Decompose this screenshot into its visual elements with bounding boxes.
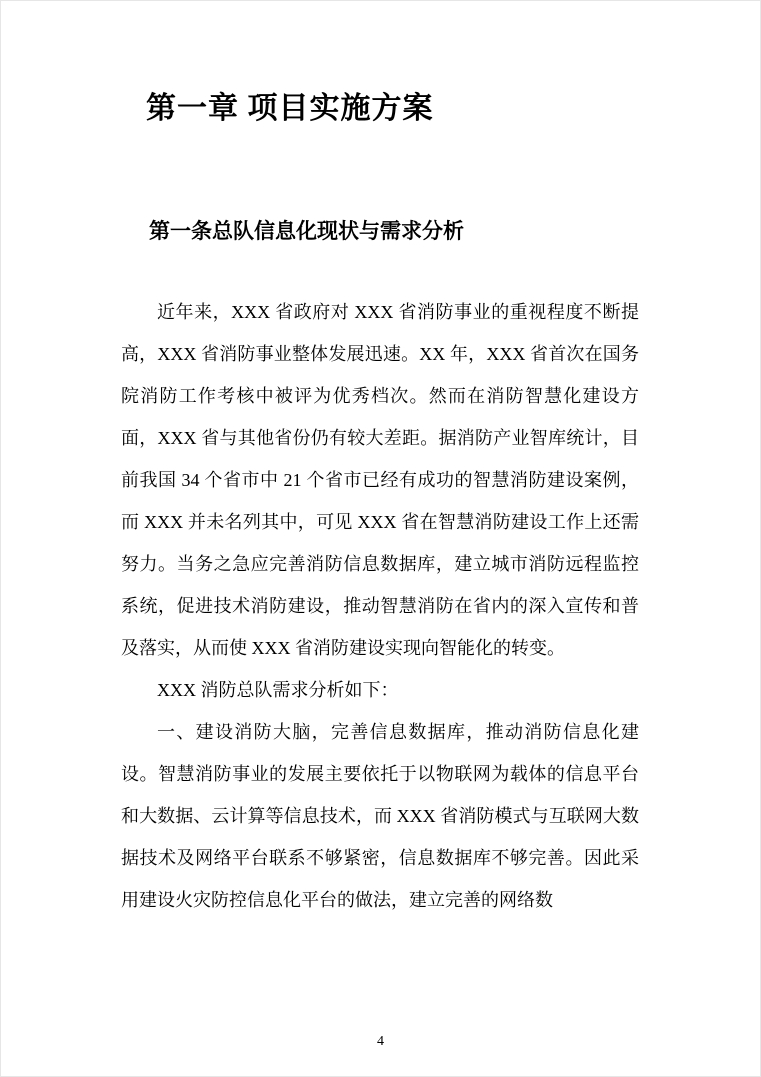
- body-text: [121, 291, 639, 921]
- page-number: 4: [377, 1034, 384, 1049]
- body-paragraph: XXX 消防总队需求分析如下：: [157, 680, 399, 700]
- section-heading: 第一条总队信息化现状与需求分析: [149, 219, 464, 243]
- chapter-title: 第一章 项目实施方案: [146, 92, 434, 125]
- body-paragraph: 一、建设消防大脑，完善信息数据库，推动消防信息化建设。智慧消防事业的发展主要依托于以物联网为载体的信息平台和大数据、云计算等信息技术，而 XXX 省消防模式与互联网大数据技术及网络平台联系不够紧密，信息数据库不够完善。因此采用建设火灾防控信息化平台的做法，建立完善的网络数: [121, 722, 639, 910]
- body-paragraph: 近年来，XXX 省政府对 XXX 省消防事业的重视程度不断提高，XXX 省消防事业整体发展迅速。XX 年，XXX 省首次在国务院消防工作考核中被评为优秀档次。然而在消防智慧化建设方面，XXX 省与其他省份仍有较大差距。据消防产业智库统计，目前我国 34 个省市中 21 个省市已经有成功的智慧消防建设案例，而 XXX 并未名列其中，可见 XXX 省在智慧消防建设工作上还需努力。当务之急应完善消防信息数据库，建立城市消防远程监控系统，促进技术消防建设，推动智慧消防在省内的深入宣传和普及落实，从而使 XXX 省消防建设实现向智能化的转变。: [121, 302, 639, 658]
